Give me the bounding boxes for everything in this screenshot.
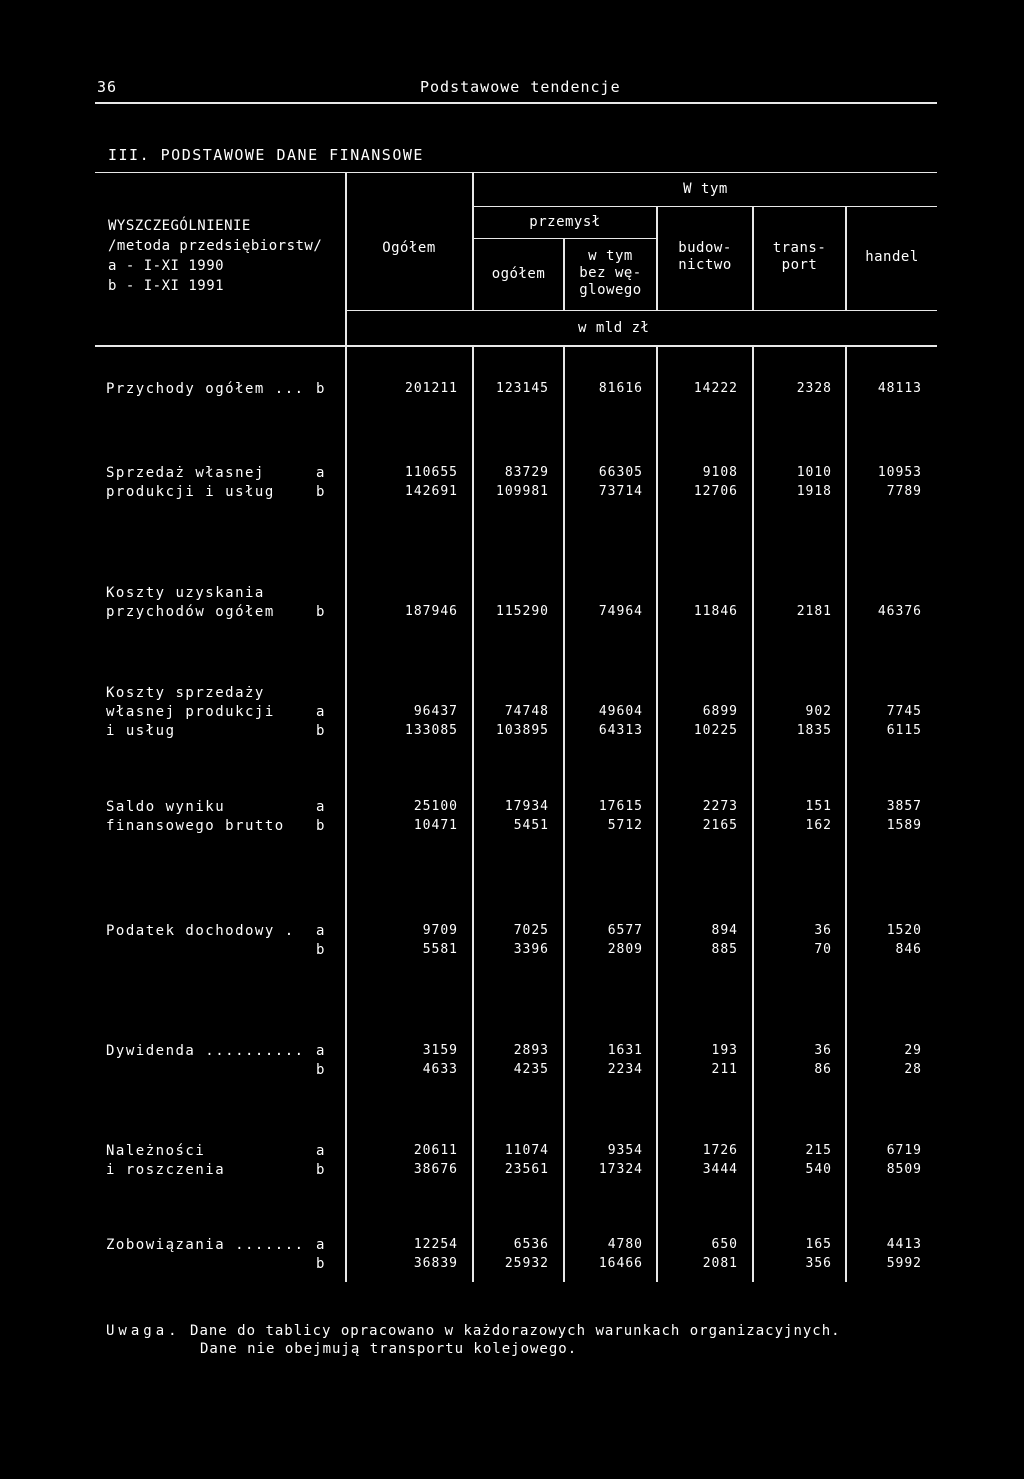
row-label: finansowego brutto: [106, 818, 285, 834]
col-head-przemysl-ogolem: ogółem: [491, 266, 546, 282]
row-period-marker: a: [316, 1043, 325, 1059]
table-cell: 36: [814, 923, 832, 938]
table-cell: 66305: [598, 465, 643, 480]
table-cell: 8509: [886, 1162, 922, 1177]
table-cell: 36839: [413, 1256, 458, 1271]
row-period-marker: a: [316, 799, 325, 815]
table-cell: 123145: [496, 381, 549, 396]
row-period-marker: a: [316, 923, 325, 939]
table-cell: 10471: [413, 818, 458, 833]
table-cell: 4633: [422, 1062, 458, 1077]
col-head-transport: trans- port: [772, 240, 827, 273]
table-cell: 165: [805, 1237, 832, 1252]
section-title: III. PODSTAWOWE DANE FINANSOWE: [108, 146, 424, 164]
row-label: Koszty sprzedaży: [106, 685, 265, 701]
stub-head: WYSZCZEGÓLNIENIE /metoda przedsiębiorstw/ a - I-XI 1990 b - I-XI 1991: [108, 218, 323, 294]
table-cell: 70: [814, 942, 832, 957]
row-label: przychodów ogółem: [106, 604, 275, 620]
row-label: Saldo wyniku: [106, 799, 226, 815]
table-cell: 6115: [886, 723, 922, 738]
row-label: produkcji i usług: [106, 484, 275, 500]
table-cell: 38676: [413, 1162, 458, 1177]
table-cell: 5712: [607, 818, 643, 833]
footnote: [106, 1322, 841, 1358]
table-cell: 6719: [886, 1143, 922, 1158]
table-cell: 2893: [513, 1043, 549, 1058]
table-cell: 540: [805, 1162, 832, 1177]
table-cell: 187946: [405, 604, 458, 619]
table-cell: 10953: [877, 465, 922, 480]
table-cell: 2081: [702, 1256, 738, 1271]
table-cell: 28: [904, 1062, 922, 1077]
row-label: i roszczenia: [106, 1162, 226, 1178]
table-cell: 1835: [796, 723, 832, 738]
table-cell: 73714: [598, 484, 643, 499]
row-period-marker: a: [316, 1237, 325, 1253]
table-cell: 48113: [877, 381, 922, 396]
table-cell: 29: [904, 1043, 922, 1058]
table-cell: 86: [814, 1062, 832, 1077]
unit-label: w mld zł: [578, 320, 650, 336]
table-cell: 103895: [496, 723, 549, 738]
table-cell: 201211: [405, 381, 458, 396]
table-cell: 4235: [513, 1062, 549, 1077]
table-cell: 215: [805, 1143, 832, 1158]
table-cell: 46376: [877, 604, 922, 619]
row-period-marker: b: [316, 1062, 325, 1078]
table-cell: 17934: [504, 799, 549, 814]
table-cell: 2234: [607, 1062, 643, 1077]
table-cell: 49604: [598, 704, 643, 719]
row-period-marker: b: [316, 1256, 325, 1272]
table-cell: 25932: [504, 1256, 549, 1271]
table-cell: 1010: [796, 465, 832, 480]
footnote-lead: Uwaga.: [106, 1323, 181, 1339]
table-cell: 2181: [796, 604, 832, 619]
row-label: Należności: [106, 1143, 206, 1159]
table-cell: 23561: [504, 1162, 549, 1177]
table-cell: 846: [895, 942, 922, 957]
table-cell: 36: [814, 1043, 832, 1058]
row-period-marker: b: [316, 381, 325, 397]
table-cell: 3444: [702, 1162, 738, 1177]
table-cell: 17615: [598, 799, 643, 814]
row-period-marker: b: [316, 484, 325, 500]
row-period-marker: b: [316, 723, 325, 739]
col-head-w-tym: W tym: [683, 181, 728, 197]
table-cell: 6899: [702, 704, 738, 719]
table-cell: 3857: [886, 799, 922, 814]
col-head-ogolem: Ogółem: [382, 240, 436, 256]
table-cell: 81616: [598, 381, 643, 396]
table-cell: 7789: [886, 484, 922, 499]
table-cell: 16466: [598, 1256, 643, 1271]
table-cell: 3159: [422, 1043, 458, 1058]
row-period-marker: b: [316, 1162, 325, 1178]
row-period-marker: a: [316, 1143, 325, 1159]
table-cell: 356: [805, 1256, 832, 1271]
row-period-marker: a: [316, 704, 325, 720]
table-cell: 110655: [405, 465, 458, 480]
table-cell: 1918: [796, 484, 832, 499]
row-period-marker: a: [316, 465, 325, 481]
table-cell: 5992: [886, 1256, 922, 1271]
row-period-marker: b: [316, 942, 325, 958]
table-cell: 2809: [607, 942, 643, 957]
page-number: 36: [97, 78, 118, 96]
col-head-bez-weglowego: w tym bez wę- glowego: [579, 248, 642, 298]
table-cell: 885: [711, 942, 738, 957]
table-cell: 12706: [693, 484, 738, 499]
running-title: Podstawowe tendencje: [420, 78, 621, 96]
col-head-budownictwo: budow- nictwo: [678, 240, 732, 273]
row-label: Zobowiązania .......: [106, 1237, 305, 1253]
row-label: Koszty uzyskania: [106, 585, 265, 601]
table-cell: 1631: [607, 1043, 643, 1058]
row-label: własnej produkcji: [106, 704, 275, 720]
table-cell: 9354: [607, 1143, 643, 1158]
column-rule: [345, 347, 347, 1282]
table-cell: 4780: [607, 1237, 643, 1252]
table-cell: 12254: [413, 1237, 458, 1252]
table-cell: 83729: [504, 465, 549, 480]
table-cell: 11074: [504, 1143, 549, 1158]
row-period-marker: b: [316, 818, 325, 834]
table-cell: 6577: [607, 923, 643, 938]
table-cell: 133085: [405, 723, 458, 738]
row-label: i usług: [106, 723, 176, 739]
table-cell: 650: [711, 1237, 738, 1252]
table-cell: 211: [711, 1062, 738, 1077]
footnote-text-2: Dane nie obejmują transportu kolejowego.: [200, 1341, 578, 1357]
table-cell: 5451: [513, 818, 549, 833]
header-rule: [95, 102, 937, 104]
table-cell: 11846: [693, 604, 738, 619]
table-cell: 109981: [496, 484, 549, 499]
table-cell: 2273: [702, 799, 738, 814]
table-cell: 9108: [702, 465, 738, 480]
table-cell: 25100: [413, 799, 458, 814]
table-cell: 1589: [886, 818, 922, 833]
table-cell: 17324: [598, 1162, 643, 1177]
table-cell: 115290: [496, 604, 549, 619]
table-cell: 20611: [413, 1143, 458, 1158]
table-cell: 96437: [413, 704, 458, 719]
row-label: Dywidenda ..........: [106, 1043, 305, 1059]
table-cell: 7025: [513, 923, 549, 938]
table-cell: 1726: [702, 1143, 738, 1158]
footnote-text: Dane do tablicy opracowano w każdorazowych warunkach organizacyjnych.: [190, 1323, 841, 1339]
table-cell: 4413: [886, 1237, 922, 1252]
table-cell: 2328: [796, 381, 832, 396]
table-cell: 3396: [513, 942, 549, 957]
table-cell: 64313: [598, 723, 643, 738]
row-label: Podatek dochodowy .: [106, 923, 295, 939]
table-cell: 10225: [693, 723, 738, 738]
table-cell: 14222: [693, 381, 738, 396]
table-cell: 151: [805, 799, 832, 814]
table-cell: 7745: [886, 704, 922, 719]
col-head-handel: handel: [865, 249, 919, 265]
table-cell: 5581: [422, 942, 458, 957]
table-cell: 9709: [422, 923, 458, 938]
table-cell: 74964: [598, 604, 643, 619]
table-cell: 193: [711, 1043, 738, 1058]
table-cell: 162: [805, 818, 832, 833]
table-cell: 2165: [702, 818, 738, 833]
row-period-marker: b: [316, 604, 325, 620]
col-head-przemysl: przemysł: [529, 214, 601, 230]
row-label: Przychody ogółem ...: [106, 381, 305, 397]
table-cell: 142691: [405, 484, 458, 499]
table-cell: 902: [805, 704, 832, 719]
table-cell: 6536: [513, 1237, 549, 1252]
table-cell: 74748: [504, 704, 549, 719]
row-label: Sprzedaż własnej: [106, 465, 265, 481]
table-cell: 894: [711, 923, 738, 938]
table-cell: 1520: [886, 923, 922, 938]
